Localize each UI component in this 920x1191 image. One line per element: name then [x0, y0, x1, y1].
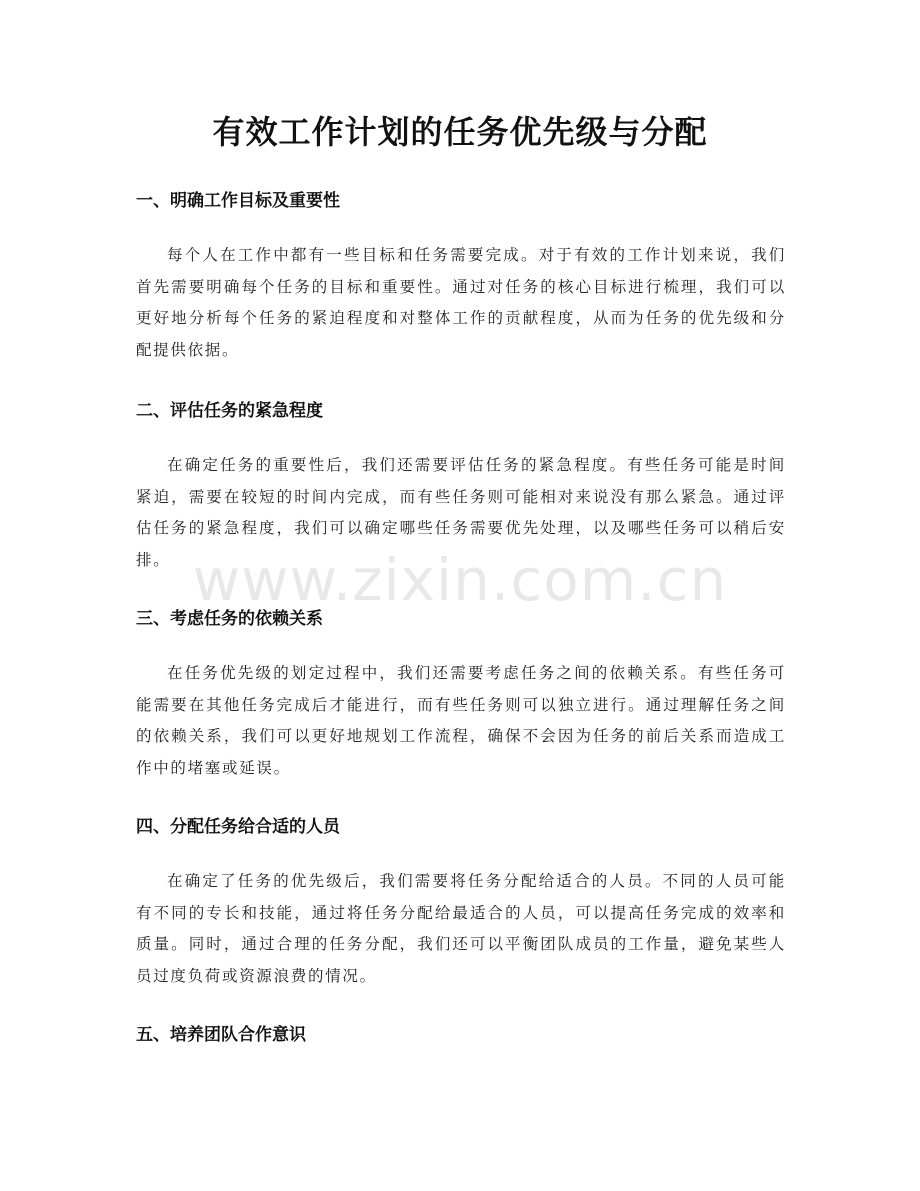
section-paragraph: 每个人在工作中都有一些目标和任务需要完成。对于有效的工作计划来说，我们首先需要明确每个任务的目标和重要性。通过对任务的核心目标进行梳理，我们可以更好地分析每个任务的紧迫程度和对整体工作的贡献程度，从而为任务的优先级和分配提供依据。: [136, 246, 786, 359]
watermark: www.zixin.com.cn: [192, 546, 728, 614]
section-3: [136, 606, 786, 784]
section-heading: 四、分配任务给合适的人员: [136, 817, 340, 837]
document-title: 有效工作计划的任务优先级与分配: [212, 113, 708, 151]
section-1: [136, 188, 786, 366]
section-paragraph: 在确定了任务的优先级后，我们需要将任务分配给适合的人员。不同的人员可能有不同的专长和技能，通过将任务分配给最适合的人员，可以提高任务完成的效率和质量。同时，通过合理的任务分配，我们还可以平衡团队成员的工作量，避免某些人员过度负荷或资源浪费的情况。: [136, 872, 786, 985]
section-5: [136, 1022, 786, 1048]
section-heading: 一、明确工作目标及重要性: [136, 191, 340, 211]
section-4: [136, 814, 786, 992]
section-heading: 二、评估任务的紧急程度: [136, 401, 323, 421]
section-heading: 五、培养团队合作意识: [136, 1025, 306, 1045]
section-paragraph: 在任务优先级的划定过程中，我们还需要考虑任务之间的依赖关系。有些任务可能需要在其他任务完成后才能进行，而有些任务则可以独立进行。通过理解任务之间的依赖关系，我们可以更好地规划工作流程，确保不会因为任务的前后关系而造成工作中的堵塞或延误。: [136, 664, 786, 777]
section-2: [136, 398, 786, 576]
section-heading: 三、考虑任务的依赖关系: [136, 609, 323, 629]
section-paragraph: 在确定任务的重要性后，我们还需要评估任务的紧急程度。有些任务可能是时间紧迫，需要在较短的时间内完成，而有些任务则可能相对来说没有那么紧急。通过评估任务的紧急程度，我们可以确定哪些任务需要优先处理，以及哪些任务可以稍后安排。: [136, 456, 786, 569]
